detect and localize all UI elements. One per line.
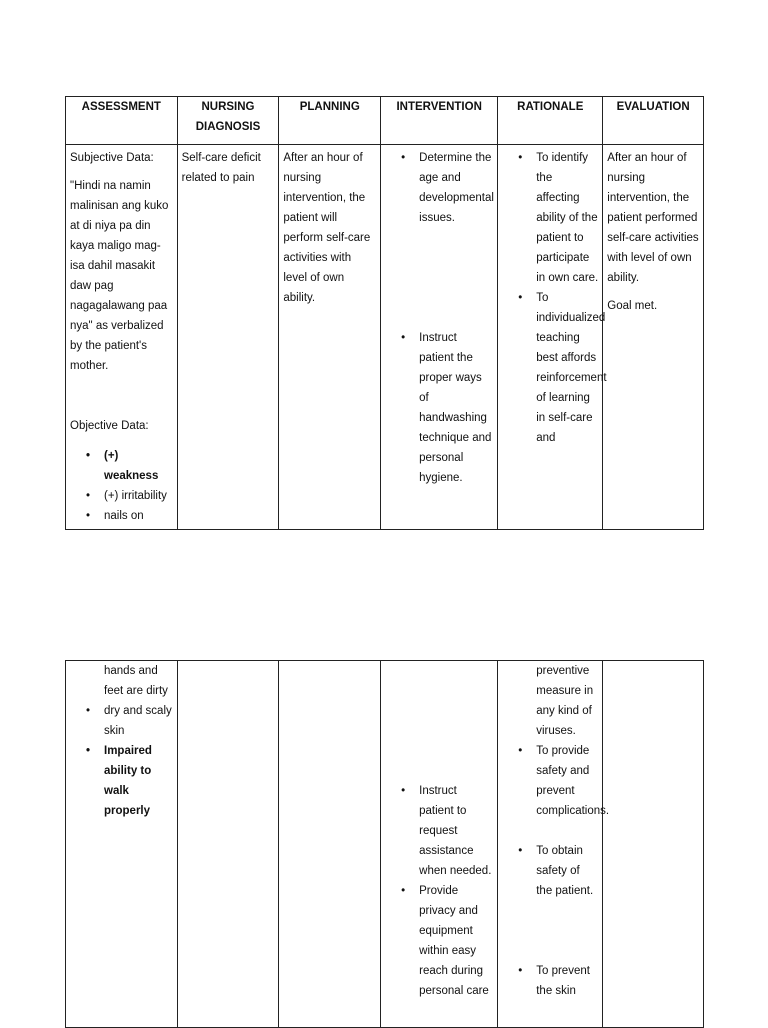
objective-list bbox=[70, 446, 173, 526]
evaluation-result: Goal met. bbox=[607, 300, 658, 312]
list-item: • (+) irritability bbox=[70, 486, 173, 506]
planning-cell-continued bbox=[279, 661, 381, 1028]
rationale-cell bbox=[498, 145, 607, 530]
table-row bbox=[66, 661, 704, 1028]
list-item: • nails on bbox=[70, 506, 173, 526]
list-item: • To obtain safety of the patient. bbox=[502, 841, 598, 901]
list-item: • dry and scaly skin bbox=[70, 701, 173, 741]
header-nursing-diagnosis: NURSING DIAGNOSIS bbox=[177, 97, 279, 145]
planning-cell bbox=[279, 145, 381, 530]
list-item: • Provide privacy and equipment within easy reach during personal care bbox=[385, 881, 493, 1001]
rationale-cell-continued bbox=[498, 661, 610, 1028]
list-item: • Determine the age and developmental issues. bbox=[385, 148, 493, 228]
planning-text: After an hour of nursing intervention, the patient will perform self-care activities with level of own ability. bbox=[283, 152, 371, 304]
list-item: • Instruct patient to request assistance when needed. bbox=[385, 781, 493, 881]
header-planning: PLANNING bbox=[279, 97, 381, 145]
list-item: • To individualized teaching best affords reinforcement of learning in self-care and bbox=[502, 288, 598, 448]
list-item: • To prevent the skin bbox=[502, 961, 598, 1001]
rationale-list-continued bbox=[502, 661, 610, 1001]
intervention-list bbox=[385, 148, 493, 488]
diagnosis-cell bbox=[177, 145, 279, 530]
header-rationale: RATIONALE bbox=[498, 97, 603, 145]
care-plan-table-page-2 bbox=[65, 660, 704, 1028]
continued-text: hands and feet are dirty bbox=[104, 665, 168, 697]
subjective-label: Subjective Data: bbox=[70, 152, 154, 164]
objective-list-continued bbox=[70, 661, 173, 821]
list-item: • To provide safety and prevent complications. bbox=[502, 741, 598, 821]
intervention-list-continued bbox=[385, 781, 493, 1001]
evaluation-text: After an hour of nursing intervention, the patient performed self-care activities with level of own ability. bbox=[607, 152, 699, 284]
assessment-cell-continued bbox=[66, 661, 178, 1028]
list-item: • Instruct patient the proper ways of handwashing technique and personal hygiene. bbox=[385, 328, 493, 488]
continued-text: preventive measure in any kind of viruses. bbox=[536, 665, 594, 737]
header-intervention: INTERVENTION bbox=[381, 97, 498, 145]
diagnosis-text: Self-care deficit related to pain bbox=[181, 152, 261, 184]
objective-label: Objective Data: bbox=[70, 420, 149, 432]
list-item: • (+) weakness bbox=[70, 446, 173, 486]
assessment-cell bbox=[66, 145, 178, 530]
evaluation-cell-continued bbox=[603, 661, 704, 1028]
list-item-continued bbox=[502, 661, 598, 741]
diagnosis-cell-continued bbox=[177, 661, 279, 1028]
header-row bbox=[66, 97, 704, 145]
table-row bbox=[66, 145, 704, 530]
header-assessment: ASSESSMENT bbox=[66, 97, 178, 145]
intervention-cell bbox=[381, 145, 498, 530]
evaluation-cell bbox=[603, 145, 704, 530]
list-item: • Impaired ability to walk properly bbox=[70, 741, 173, 821]
list-item-continued bbox=[70, 661, 173, 701]
header-evaluation: EVALUATION bbox=[603, 97, 704, 145]
subjective-quote: "Hindi na namin malinisan ang kuko at di niya pa din kaya maligo mag-isa dahil masakit daw pag nagagalawang paa nya" as verbalized by the patient's mother. bbox=[70, 180, 169, 372]
care-plan-table-page-1 bbox=[65, 96, 704, 530]
list-item: • To identify the affecting ability of the patient to participate in own care. bbox=[502, 148, 598, 288]
rationale-list bbox=[502, 148, 607, 448]
intervention-cell-continued bbox=[381, 661, 498, 1028]
